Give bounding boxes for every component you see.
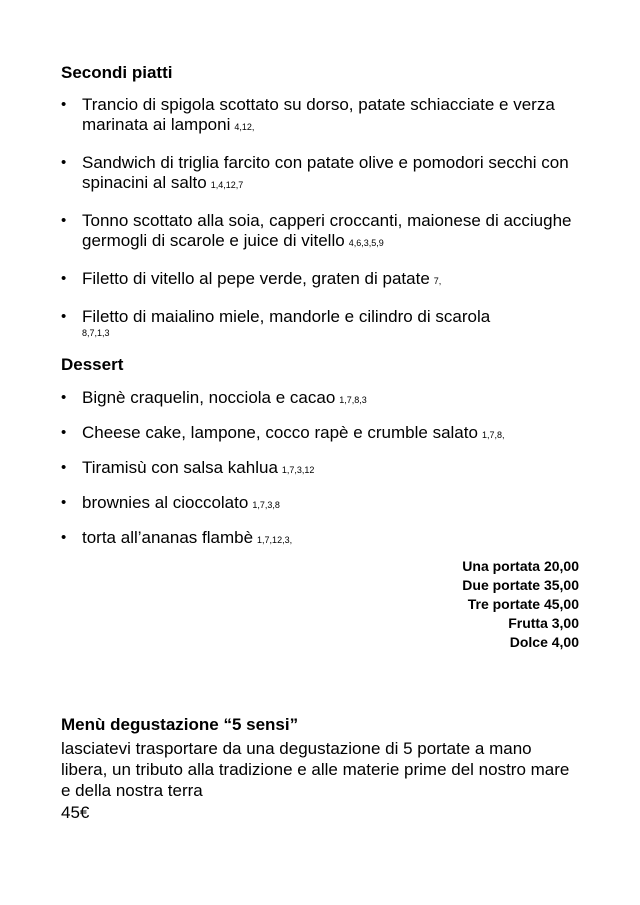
- list-item: [61, 528, 581, 550]
- tasting-description: lasciatevi trasportare da una degustazione di 5 portate a mano libera, un tributo alla tradizione e alle materie prime del nostro mare e della nostra terra: [61, 739, 570, 800]
- dessert-list: [61, 388, 581, 550]
- allergen-codes: 8,7,1,3: [82, 328, 110, 338]
- bullet-icon: •: [61, 154, 67, 171]
- list-item: [61, 423, 581, 445]
- dish-name: torta all’ananas flambè: [82, 528, 254, 547]
- dish-name: Bignè craquelin, nocciola e cacao: [82, 388, 336, 407]
- list-item: [61, 307, 581, 339]
- list-item: [61, 388, 581, 410]
- bullet-icon: •: [61, 424, 67, 441]
- list-item: [61, 211, 581, 253]
- allergen-codes: 1,7,3,8: [252, 500, 280, 510]
- price-one-course: Una portata 20,00: [462, 558, 579, 574]
- tasting-price: 45€: [61, 803, 90, 822]
- bullet-icon: •: [61, 459, 67, 476]
- allergen-codes: 1,4,12,7: [210, 180, 244, 190]
- dish-name: Tonno scottato alla soia, capperi croccanti, maionese di acciughe germogli di scarole e juice di vitello: [82, 211, 572, 250]
- bullet-icon: •: [61, 96, 67, 113]
- bullet-icon: •: [61, 212, 67, 229]
- allergen-codes: 4,6,3,5,9: [348, 238, 384, 248]
- dish-name: Sandwich di triglia farcito con patate olive e pomodori secchi con spinacini al salto: [82, 153, 569, 192]
- dish-name: Trancio di spigola scottato su dorso, patate schiacciate e verza marinata ai lamponi: [82, 95, 555, 134]
- dish-name: Filetto di vitello al pepe verde, graten di patate: [82, 269, 430, 288]
- dish-name: brownies al cioccolato: [82, 493, 249, 512]
- allergen-codes: 7,: [433, 276, 442, 286]
- dish-name: Cheese cake, lampone, cocco rapè e crumble salato: [82, 423, 478, 442]
- tasting-title: Menù degustazione “5 sensi”: [61, 715, 299, 734]
- bullet-icon: •: [61, 529, 67, 546]
- price-fruit: Frutta 3,00: [508, 615, 579, 631]
- secondi-title: Secondi piatti: [61, 63, 173, 82]
- list-item: [61, 95, 581, 137]
- bullet-icon: •: [61, 270, 67, 287]
- price-three-courses: Tre portate 45,00: [467, 596, 579, 612]
- dish-name: Tiramisù con salsa kahlua: [82, 458, 278, 477]
- secondi-list: [61, 95, 581, 339]
- allergen-codes: 1,7,3,12: [281, 465, 315, 475]
- list-item: [61, 269, 581, 291]
- allergen-codes: 1,7,8,: [481, 430, 505, 440]
- allergen-codes: 1,7,12,3,: [257, 535, 293, 545]
- list-item: [61, 458, 581, 480]
- price-two-courses: Due portate 35,00: [462, 577, 579, 593]
- list-item: [61, 153, 581, 195]
- allergen-codes: 4,12,: [234, 122, 255, 132]
- list-item: [61, 493, 581, 515]
- price-list: [462, 557, 579, 652]
- bullet-icon: •: [61, 389, 67, 406]
- price-dessert: Dolce 4,00: [509, 634, 579, 650]
- dessert-title: Dessert: [61, 355, 124, 374]
- bullet-icon: •: [61, 308, 67, 325]
- allergen-codes: 1,7,8,3: [339, 395, 367, 405]
- bullet-icon: •: [61, 494, 67, 511]
- dish-name: Filetto di maialino miele, mandorle e cilindro di scarola: [82, 307, 491, 326]
